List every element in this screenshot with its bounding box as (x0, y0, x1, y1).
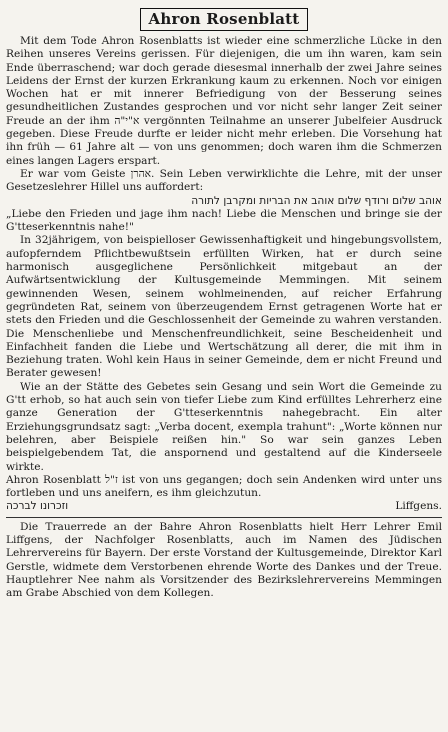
paragraph: Er war vom Geiste אהרן. Sein Leben verwirklichte die Lehre, mit der unser Gesetzeslehrer Hillel uns auffordert: (6, 167, 442, 194)
paragraph: Wie an der Stätte des Gebetes sein Gesang und sein Wort die Gemeinde zu G'tt erhob, so hat auch sein von tiefer Liebe zum Kind erfülltes Lehrerherz eine ganze Generation der G'tteserkenntnis nahegebracht. Ein alter Erziehungsgrundsatz sagt: „Verba docent, exempla trahunt": „Worte können nur belehren, aber Beispiele reißen hin." So war sein ganzes Leben beispielgebendem Tat, die anspornend und gestaltend auf die Kinderseele wirkte. (6, 380, 442, 473)
hebrew-quote: אוהב שלום ורודף שלום אוהב את הבריות ומקרבן לתורה (191, 194, 442, 207)
signature: Liffgens. (395, 500, 442, 513)
title-box (6, 8, 442, 31)
paragraph: Ahron Rosenblatt ז"ל ist von uns gegangen; doch sein Andenken wird unter uns fortleben und uns aneifern, es ihm gleichzutun. (6, 473, 443, 500)
german-quote: „Liebe den Frieden und jage ihm nach! Liebe die Menschen und bringe sie der G'tteserkenntnis nahe!" (6, 207, 442, 234)
obituary-title: Ahron Rosenblatt (140, 8, 309, 31)
closing-row (6, 500, 442, 513)
divider (6, 517, 442, 518)
paragraph: In 32jährigem, von beispielloser Gewissenhaftigkeit und hingebungsvollstem, aufopferndem Pflichtbewußtsein erfüllten Wirken, hat er durch seine harmonisch ausgeglichene Persönlichkeit mitgebaut an der Aufwärtsentwicklung der Kultusgemeinde Memmingen. Mit seinem gewinnenden Wesen, seinem wohlmeinenden, auf reicher Erfahrung gegründeten Rat, seinem von überzeugendem Ernst getragenen Worte hat er stets den Frieden und die Geschlossenheit der Gemeinde zu wahren verstanden. Die Menschenliebe und Menschenfreundlichkeit, seine Bescheidenheit und Einfachheit fanden die Liebe und Wertschätzung all derer, die mit ihm in Beziehung traten. Wohl kein Haus in seiner Gemeinde, dem er nicht Freund und Berater gewesen! (6, 234, 442, 380)
paragraph: Mit dem Tode Ahron Rosenblatts ist wieder eine schmerzliche Lücke in den Reihen unseres Vereins gerissen. Für diejenigen, die um ihn waren, kam sein Ende überraschend; war doch gerade diesesmal innerhalb der zwei Jahre seines Leidens der Ernst der kurzen Erkrankung kaum zu erkennen. Noch vor einigen Wochen hat er mit innerer Befriedigung von der Besserung seines gesundheitlichen Zustandes gesprochen und vor nicht sehr langer Zeit seiner Freude an der ihm א"י"ה vergönnten Teilnahme an unserer Jubelfeier Ausdruck gegeben. Diese Freude durfte er leider nicht mehr erleben. Die Vorsehung hat ihn früh — 61 Jahre alt — von uns genommen; doch waren ihm die Schmerzen eines langen Lagers erspart. (6, 35, 443, 167)
obituary-body (6, 35, 442, 600)
closing-hebrew: וזכרונו לברכה (6, 500, 69, 513)
funeral-report: Die Trauerrede an der Bahre Ahron Rosenblatts hielt Herr Lehrer Emil Liffgens, der Nachfolger Rosenblatts, auch im Namen des Jüdischen Lehrervereins für Bayern. Der erste Vorstand der Kultusgemeinde, Direktor Karl Gerstle, widmete dem Verstorbenen ehrende Worte des Dankes und der Treue. Hauptlehrer Nee nahm als Vorsitzender des Bezirkslehrervereins Memmingen am Grabe Abschied von dem Kollegen. (6, 520, 442, 600)
